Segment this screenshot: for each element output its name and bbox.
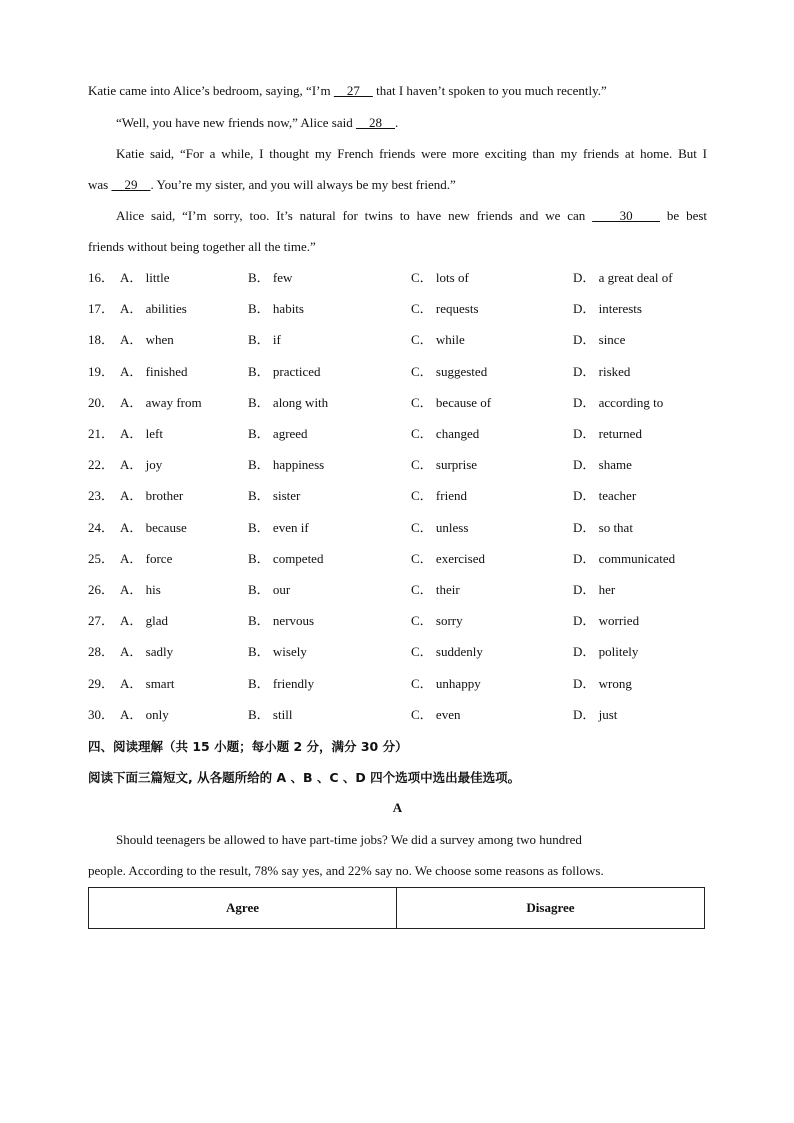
passage-line-5 [116,207,707,225]
option-a: A． little [120,270,170,285]
reading-intro-line-2: people. According to the result, 78% say yes, and 22% say no. We choose some reasons as follows. [88,863,604,878]
option-b: B． competed [248,550,324,566]
question-number: 18． [88,332,115,348]
option-a: A． only [120,706,169,722]
question-number: 28． [88,644,115,660]
passage-line-6: friends without being together all the time.” [88,239,316,254]
option-a: A． brother [120,488,184,504]
question-row [88,487,708,505]
passage-line-4 [88,176,456,194]
question-number: 17． [88,301,115,317]
question-row [88,456,708,474]
option-b: B． nervous [248,613,315,629]
question-number: 26． [88,582,115,597]
question-number: 27． [88,613,115,629]
passage-line-2 [116,114,398,132]
option-c: C． changed [411,426,480,441]
option-a: A． his [120,582,161,597]
question-number: 23． [88,488,115,504]
passage-text: . You’re my sister, and you will always be my best friend.” [150,177,456,192]
option-a: A． away from [120,394,202,410]
option-d: D． risked [573,363,631,379]
option-c: C． unless [411,519,469,535]
blank-30: 30 [592,208,661,223]
option-a: A． because [120,519,187,535]
option-d: D． according to [573,394,664,410]
question-row [88,519,708,537]
option-d: D． communicated [573,550,676,566]
option-d: D． just [573,706,618,722]
reading-intro-line-1: Should teenagers be allowed to have part-time jobs? We did a survey among two hundred [116,832,582,847]
question-row [88,706,708,724]
option-a: A． smart [120,675,175,691]
question-row [88,394,708,412]
question-number: 22． [88,457,115,473]
option-c: C． friend [411,488,467,504]
option-a: A． when [120,332,174,348]
question-number: 24． [88,519,115,535]
option-b: B． sister [248,488,301,504]
question-row [88,269,708,287]
passage-text: that I haven’t spoken to you much recently.” [372,83,607,98]
question-row [88,300,708,318]
option-b: B． our [248,582,291,597]
option-b: B． even if [248,519,309,535]
option-c: C． while [411,332,465,348]
option-d: D． so that [573,519,633,535]
question-number: 29． [88,675,115,691]
question-number: 21． [88,426,115,441]
option-d: D． wrong [573,675,632,691]
option-c: C． even [411,706,461,722]
question-number: 25． [88,550,115,566]
option-b: B． still [248,706,293,722]
option-c: C． suggested [411,363,488,379]
passage-text: Katie came into Alice’s bedroom, saying, “I’m [88,83,334,98]
section-instruction: 阅读下面三篇短文, 从各题所给的 A 、B 、C 、D 四个选项中选出最佳选项。 [88,770,521,785]
question-row [88,550,708,568]
option-c: C． requests [411,301,479,317]
option-b: B． along with [248,394,329,410]
passage-text: was [88,177,112,192]
option-c: C． exercised [411,550,486,566]
blank-28: 28 [355,115,395,130]
option-c: C． lots of [411,270,469,285]
question-number: 30． [88,706,115,722]
option-b: B． wisely [248,644,307,660]
question-number: 16． [88,270,115,285]
part-label: A [392,800,403,815]
option-d: D． worried [573,613,640,629]
passage-text: “Well, you have new friends now,” Alice said [116,115,356,130]
question-row [88,643,708,661]
survey-table [88,887,705,929]
option-b: B． agreed [248,426,308,441]
option-a: A． sadly [120,644,174,660]
question-row [88,675,708,693]
disagree-header: Disagree [397,888,705,929]
option-c: C． suddenly [411,644,483,660]
option-d: D． shame [573,457,632,473]
option-a: A． left [120,426,163,441]
option-a: A． abilities [120,301,187,317]
option-b: B． if [248,332,281,348]
passage-text: Alice said, “I’m sorry, too. It’s natural for twins to have new friends and we can [116,208,593,223]
passage-line-1 [88,82,607,100]
option-a: A． force [120,550,173,566]
agree-header: Agree [89,888,397,929]
question-row [88,612,708,630]
option-a: A． finished [120,363,188,379]
option-c: C． sorry [411,613,463,629]
question-row [88,331,708,349]
option-d: D． teacher [573,488,637,504]
passage-line-3: Katie said, “For a while, I thought my French friends were more exciting than my friends at home. But I [116,146,707,161]
option-c: C． their [411,582,460,597]
blank-29: 29 [111,177,151,192]
option-b: B． happiness [248,457,325,473]
option-c: C． unhappy [411,675,481,691]
option-d: D． since [573,332,626,348]
section-heading: 四、阅读理解（共 15 小题；每小题 2 分，满分 30 分） [88,739,408,754]
blank-27: 27 [333,83,373,98]
option-c: C． surprise [411,457,478,473]
question-row [88,363,708,381]
option-a: A． glad [120,613,169,629]
passage-text: . [394,115,399,130]
option-b: B． friendly [248,675,315,691]
question-row [88,581,708,599]
question-number: 20． [88,394,115,410]
option-d: D． politely [573,644,639,660]
question-number: 19． [88,363,115,379]
option-d: D． a great deal of [573,270,673,285]
option-d: D． returned [573,426,642,441]
question-row [88,425,708,443]
option-b: B． practiced [248,363,321,379]
passage-text: be best [660,208,708,223]
option-b: B． habits [248,301,304,317]
option-b: B． few [248,270,293,285]
option-a: A． joy [120,457,163,473]
option-c: C． because of [411,394,492,410]
option-d: D． her [573,582,616,597]
option-d: D． interests [573,301,642,317]
